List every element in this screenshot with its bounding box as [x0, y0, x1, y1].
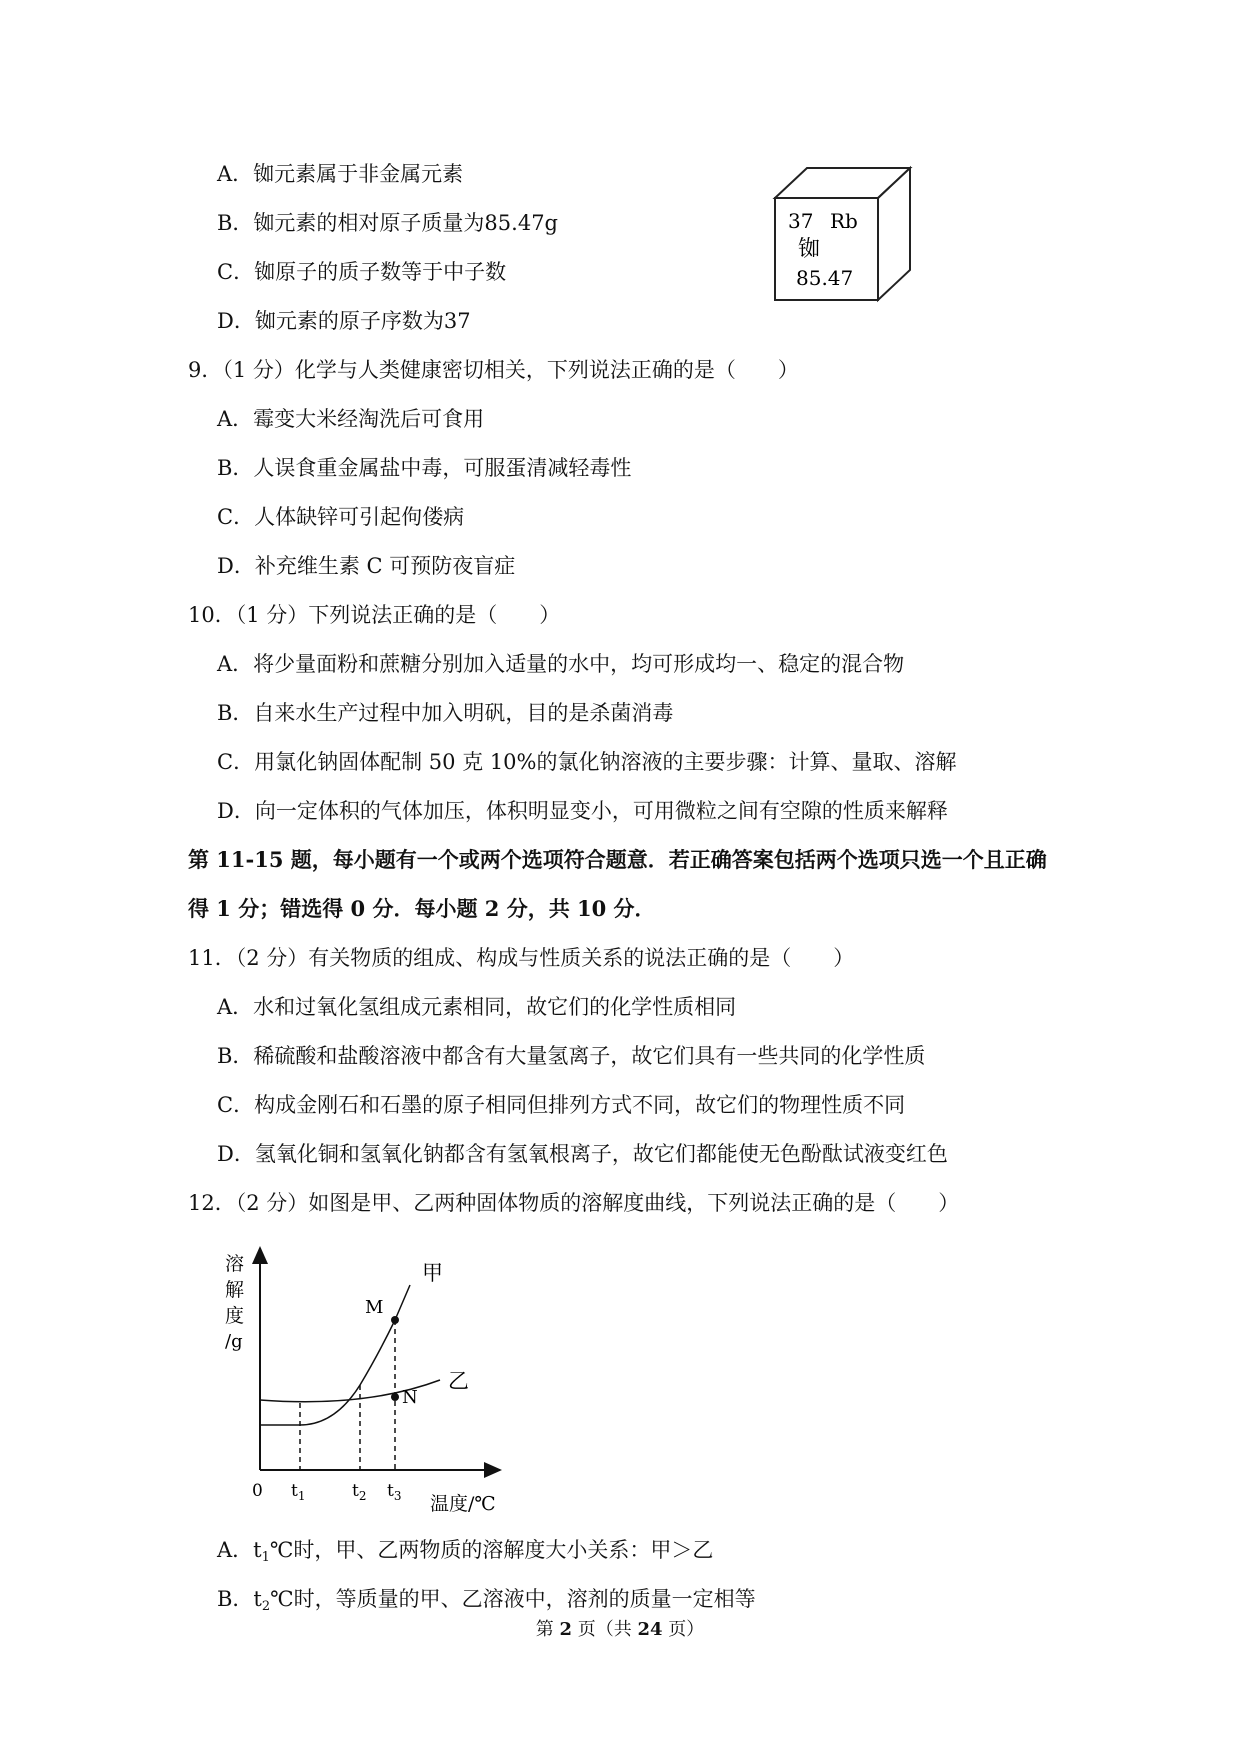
q11-stem: 11．（2 分）有关物质的组成、构成与性质关系的说法正确的是（ ） — [188, 946, 855, 970]
q8-option-a: A．铷元素属于非金属元素 — [217, 162, 464, 186]
element-symbol: Rb — [830, 209, 858, 233]
q10-option-d: D．向一定体积的气体加压，体积明显变小，可用微粒之间有空隙的性质来解释 — [217, 799, 948, 823]
x-axis-label: 温度/℃ — [430, 1493, 496, 1515]
y-label-3: 度 — [225, 1305, 245, 1327]
section-note-line1: 第 11-15 题，每小题有一个或两个选项符合题意．若正确答案包括两个选项只选一个且正确 — [188, 847, 1047, 872]
y-label-1: 溶 — [225, 1253, 245, 1275]
y-label-2: 解 — [225, 1279, 245, 1301]
q12-option-b: B．$t_2℃$时，等质量的甲、乙溶液中，溶剂的质量一定相等 — [217, 1587, 756, 1614]
q9-option-b: B．人误食重金属盐中毒，可服蛋清减轻毒性 — [217, 456, 632, 480]
curve-jia-label: 甲 — [422, 1261, 443, 1285]
solubility-graph — [215, 1240, 515, 1515]
q10-option-b: B．自来水生产过程中加入明矾，目的是杀菌消毒 — [217, 701, 674, 725]
q10-option-a: A．将少量面粉和蔗糖分别加入适量的水中，均可形成均一、稳定的混合物 — [217, 652, 905, 676]
element-name: 铷 — [798, 237, 821, 262]
page-footer: 第 2 页（共 24 页） — [535, 1619, 705, 1640]
q8-option-b: B．铷元素的相对原子质量为85.47g — [217, 211, 558, 235]
element-mass: 85.47 — [796, 266, 854, 290]
point-n-label: N — [402, 1387, 418, 1408]
element-cube — [770, 160, 920, 305]
tick-t3: $t_3$ — [387, 1481, 402, 1503]
q11-option-b: B．稀硫酸和盐酸溶液中都含有大量氢离子，故它们具有一些共同的化学性质 — [217, 1044, 926, 1068]
q10-stem: 10．（1 分）下列说法正确的是（ ） — [188, 603, 561, 627]
origin-label: 0 — [252, 1481, 263, 1501]
q9-option-c: C．人体缺锌可引起佝偻病 — [217, 505, 465, 529]
q12-stem: 12．（2 分）如图是甲、乙两种固体物质的溶解度曲线，下列说法正确的是（ ） — [188, 1191, 960, 1215]
section-note-line2: 得 1 分；错选得 0 分．每小题 2 分，共 10 分． — [188, 896, 656, 921]
point-m-label: M — [365, 1297, 384, 1318]
q11-option-d: D．氢氧化铜和氢氧化钠都含有氢氧根离子，故它们都能使无色酚酞试液变红色 — [217, 1142, 948, 1166]
point-m-dot — [391, 1316, 399, 1324]
q11-option-a: A．水和过氧化氢组成元素相同，故它们的化学性质相同 — [217, 995, 737, 1019]
q9-option-d: D．补充维生素 C 可预防夜盲症 — [217, 554, 516, 578]
tick-t1: $t_1$ — [291, 1481, 306, 1503]
curve-jia — [260, 1285, 410, 1425]
y-label-4: /g — [225, 1331, 243, 1352]
q9-option-a: A．霉变大米经淘洗后可食用 — [217, 407, 485, 431]
element-number: 37 — [788, 209, 814, 233]
q8-option-c: C．铷原子的质子数等于中子数 — [217, 260, 507, 284]
tick-t2: $t_2$ — [352, 1481, 367, 1503]
q10-option-c: C．用氯化钠固体配制 50 克 10%的氯化钠溶液的主要步骤：计算、量取、溶解 — [217, 750, 957, 774]
point-n-dot — [391, 1393, 399, 1401]
q11-option-c: C．构成金刚石和石墨的原子相同但排列方式不同，故它们的物理性质不同 — [217, 1093, 906, 1117]
curve-yi-label: 乙 — [448, 1369, 469, 1393]
q12-option-a: A．$t_1℃$时，甲、乙两物质的溶解度大小关系：甲＞乙 — [217, 1538, 714, 1565]
q9-stem: 9．（1 分）化学与人类健康密切相关，下列说法正确的是（ ） — [188, 358, 799, 382]
q8-option-d: D．铷元素的原子序数为37 — [217, 309, 471, 333]
